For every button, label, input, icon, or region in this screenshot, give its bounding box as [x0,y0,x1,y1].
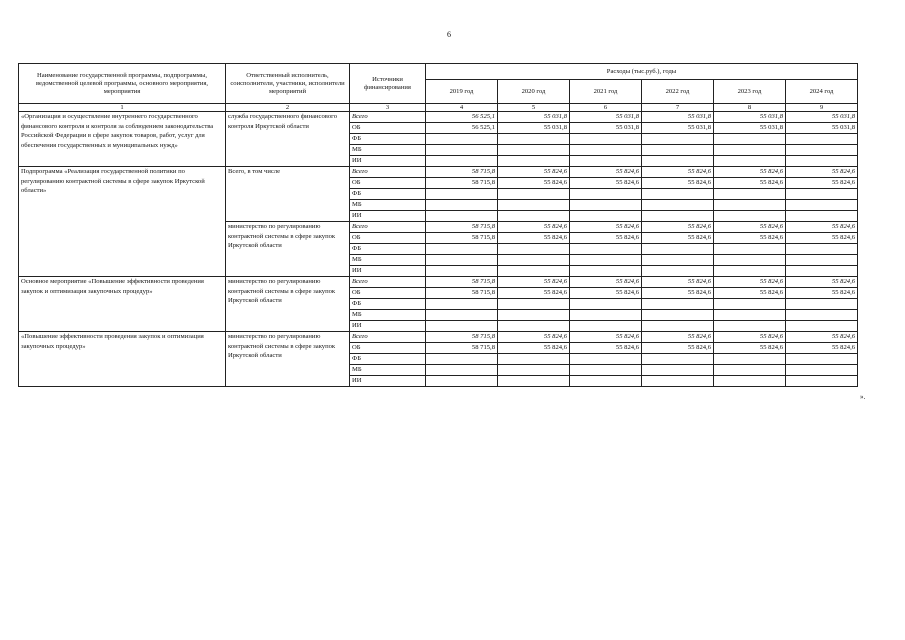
source-cell: ФБ [350,299,426,310]
value-cell [642,310,714,321]
column-number: 7 [642,104,714,112]
source-cell: Всего [350,277,426,288]
value-cell: 55 824,6 [714,233,786,244]
value-cell [714,200,786,211]
source-cell: ФБ [350,189,426,200]
header-year: 2020 год [498,80,570,104]
value-cell [642,189,714,200]
value-cell [642,211,714,222]
value-cell [426,189,498,200]
value-cell [786,156,858,167]
value-cell: 55 031,8 [498,112,570,123]
value-cell: 55 824,6 [714,222,786,233]
header-year: 2019 год [426,80,498,104]
column-number: 3 [350,104,426,112]
value-cell: 56 525,1 [426,112,498,123]
program-name-cell: Подпрограмма «Реализация государственной политики по регулированию контрактной системы в сфере закупок Иркутской области» [19,167,226,277]
value-cell [426,255,498,266]
value-cell [642,200,714,211]
value-cell [786,244,858,255]
value-cell: 55 031,8 [714,112,786,123]
value-cell [642,365,714,376]
value-cell: 55 031,8 [642,112,714,123]
value-cell [786,376,858,387]
source-cell: МБ [350,145,426,156]
source-cell: МБ [350,255,426,266]
value-cell: 55 824,6 [570,343,642,354]
value-cell [714,211,786,222]
value-cell [714,354,786,365]
value-cell [570,255,642,266]
value-cell [570,354,642,365]
value-cell [786,134,858,145]
value-cell: 58 715,8 [426,343,498,354]
value-cell [426,376,498,387]
header-year: 2023 год [714,80,786,104]
value-cell: 55 824,6 [570,277,642,288]
value-cell [426,200,498,211]
value-cell [786,200,858,211]
source-cell: Всего [350,112,426,123]
value-cell [714,376,786,387]
value-cell [714,299,786,310]
value-cell: 55 824,6 [786,167,858,178]
source-cell: ОБ [350,343,426,354]
value-cell [570,200,642,211]
value-cell [498,365,570,376]
value-cell [498,299,570,310]
table-row [19,332,858,343]
source-cell: МБ [350,200,426,211]
value-cell: 55 824,6 [714,167,786,178]
value-cell [642,145,714,156]
source-cell: ИИ [350,376,426,387]
value-cell [642,266,714,277]
source-cell: Всего [350,222,426,233]
value-cell: 55 824,6 [498,288,570,299]
column-number: 8 [714,104,786,112]
header-sources: Источники финансирования [350,64,426,104]
value-cell: 55 824,6 [498,178,570,189]
value-cell: 58 715,8 [426,233,498,244]
value-cell: 55 824,6 [498,332,570,343]
value-cell [642,299,714,310]
value-cell [426,299,498,310]
value-cell [786,365,858,376]
value-cell: 55 824,6 [786,233,858,244]
value-cell [786,211,858,222]
value-cell: 55 824,6 [570,222,642,233]
value-cell: 58 715,8 [426,167,498,178]
program-name-cell: «Организация и осуществление внутреннего государственного финансового контроля и контроля за соблюдением законодательства Российской Федерации в сфере закупок товаров, работ, услуг для обеспечения государственных и муниципальных нужд» [19,112,226,167]
responsible-cell: министерство по регулированию контрактной системы в сфере закупок Иркутской области [226,332,350,387]
value-cell [786,145,858,156]
value-cell: 55 824,6 [498,167,570,178]
value-cell: 58 715,8 [426,288,498,299]
page-number: 6 [447,30,451,39]
value-cell: 56 525,1 [426,123,498,134]
value-cell [570,156,642,167]
value-cell: 55 824,6 [642,178,714,189]
value-cell [498,156,570,167]
column-number: 2 [226,104,350,112]
value-cell [714,156,786,167]
value-cell: 55 824,6 [786,343,858,354]
source-cell: ФБ [350,354,426,365]
value-cell [426,354,498,365]
column-number: 4 [426,104,498,112]
value-cell: 55 824,6 [714,288,786,299]
source-cell: МБ [350,310,426,321]
column-number: 6 [570,104,642,112]
value-cell [570,145,642,156]
value-cell: 55 824,6 [498,222,570,233]
value-cell [642,255,714,266]
value-cell [498,266,570,277]
value-cell [714,310,786,321]
responsible-cell: министерство по регулированию контрактной системы в сфере закупок Иркутской области [226,222,350,277]
value-cell [498,255,570,266]
value-cell [498,376,570,387]
value-cell: 55 824,6 [498,277,570,288]
value-cell [498,189,570,200]
header-year: 2024 год [786,80,858,104]
source-cell: ФБ [350,244,426,255]
value-cell [786,354,858,365]
source-cell: Всего [350,167,426,178]
value-cell: 55 031,8 [714,123,786,134]
value-cell [498,310,570,321]
value-cell [714,134,786,145]
trailing-mark: ». [860,393,866,401]
value-cell [642,134,714,145]
table-row [19,167,858,178]
value-cell [498,211,570,222]
value-cell: 58 715,8 [426,332,498,343]
column-number: 5 [498,104,570,112]
value-cell [786,266,858,277]
header-expenses: Расходы (тыс.руб.), годы [426,64,858,80]
source-cell: ФБ [350,134,426,145]
value-cell [570,189,642,200]
source-cell: ОБ [350,178,426,189]
value-cell [570,134,642,145]
value-cell [570,244,642,255]
value-cell [570,299,642,310]
value-cell: 55 031,8 [786,123,858,134]
value-cell [642,354,714,365]
value-cell: 55 031,8 [570,112,642,123]
value-cell [426,266,498,277]
value-cell: 55 824,6 [714,178,786,189]
value-cell: 55 824,6 [570,332,642,343]
value-cell: 55 824,6 [786,178,858,189]
program-name-cell: «Повышение эффективности проведения закупок и оптимизация закупочных процедур» [19,332,226,387]
value-cell [426,310,498,321]
value-cell: 55 824,6 [642,288,714,299]
value-cell [786,255,858,266]
value-cell: 55 824,6 [642,332,714,343]
value-cell: 55 824,6 [714,277,786,288]
value-cell: 55 824,6 [498,233,570,244]
value-cell [426,244,498,255]
value-cell [498,244,570,255]
column-number: 1 [19,104,226,112]
value-cell: 55 824,6 [714,343,786,354]
value-cell [498,145,570,156]
value-cell: 55 824,6 [642,167,714,178]
responsible-cell: Всего, в том числе [226,167,350,222]
value-cell [426,145,498,156]
value-cell [714,189,786,200]
responsible-cell: служба государственного финансового контроля Иркутской области [226,112,350,167]
value-cell: 55 824,6 [786,222,858,233]
value-cell: 55 824,6 [498,343,570,354]
value-cell [498,200,570,211]
value-cell: 55 031,8 [642,123,714,134]
source-cell: МБ [350,365,426,376]
value-cell [426,156,498,167]
source-cell: ОБ [350,288,426,299]
expenses-table [18,63,858,387]
value-cell [786,299,858,310]
value-cell [714,244,786,255]
value-cell [498,321,570,332]
value-cell [426,321,498,332]
header-name: Наименование государственной программы, подпрограммы, ведомственной целевой программы, основного мероприятия, мероприятия [19,64,226,104]
source-cell: ИИ [350,211,426,222]
program-name-cell: Основное мероприятие «Повышение эффективности проведения закупок и оптимизация закупочных процедур» [19,277,226,332]
value-cell [786,321,858,332]
value-cell: 55 824,6 [642,277,714,288]
value-cell [786,189,858,200]
value-cell: 55 824,6 [786,288,858,299]
value-cell [426,211,498,222]
source-cell: ОБ [350,123,426,134]
value-cell: 55 031,8 [786,112,858,123]
source-cell: ИИ [350,321,426,332]
value-cell: 55 031,8 [570,123,642,134]
header-responsible: Ответственный исполнитель, соисполнители, участники, исполнители мероприятий [226,64,350,104]
value-cell [714,266,786,277]
header-year: 2022 год [642,80,714,104]
value-cell: 55 824,6 [642,343,714,354]
value-cell [570,321,642,332]
value-cell [570,376,642,387]
header-year: 2021 год [570,80,642,104]
table-row [19,277,858,288]
value-cell [570,310,642,321]
value-cell [714,321,786,332]
source-cell: ИИ [350,266,426,277]
value-cell: 58 715,8 [426,277,498,288]
value-cell [714,365,786,376]
value-cell [498,354,570,365]
value-cell: 55 824,6 [642,233,714,244]
value-cell: 58 715,8 [426,222,498,233]
value-cell: 55 824,6 [570,233,642,244]
value-cell: 55 824,6 [642,222,714,233]
value-cell: 55 824,6 [570,178,642,189]
source-cell: Всего [350,332,426,343]
value-cell: 55 031,8 [498,123,570,134]
value-cell: 55 824,6 [570,288,642,299]
source-cell: ОБ [350,233,426,244]
value-cell [714,145,786,156]
value-cell [570,211,642,222]
value-cell [786,310,858,321]
value-cell: 58 715,8 [426,178,498,189]
value-cell [426,134,498,145]
value-cell [642,244,714,255]
value-cell [642,156,714,167]
value-cell [642,376,714,387]
value-cell: 55 824,6 [570,167,642,178]
source-cell: ИИ [350,156,426,167]
value-cell: 55 824,6 [786,277,858,288]
value-cell [570,266,642,277]
value-cell [570,365,642,376]
column-number: 9 [786,104,858,112]
value-cell [426,365,498,376]
value-cell [714,255,786,266]
value-cell [642,321,714,332]
table-row [19,112,858,123]
value-cell: 55 824,6 [714,332,786,343]
value-cell [498,134,570,145]
value-cell: 55 824,6 [786,332,858,343]
responsible-cell: министерство по регулированию контрактной системы в сфере закупок Иркутской области [226,277,350,332]
